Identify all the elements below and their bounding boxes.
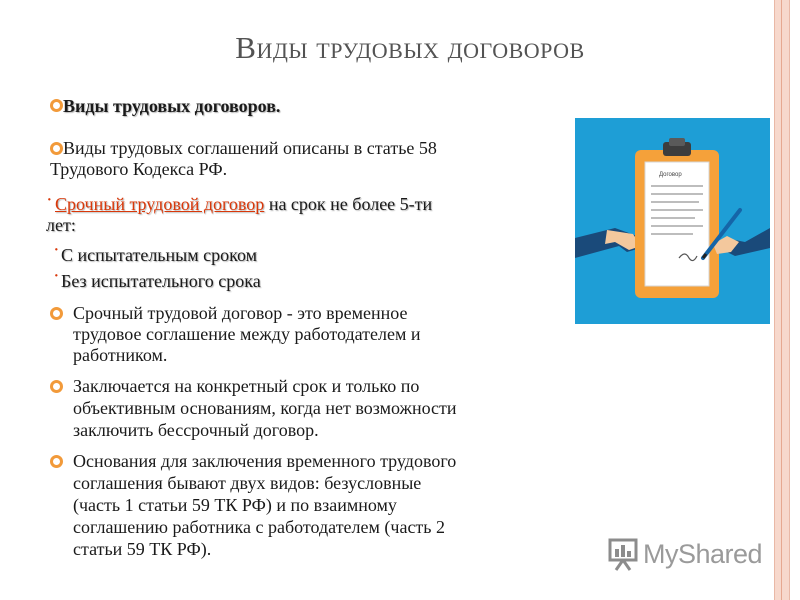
dash-bullet-icon: · <box>46 189 53 211</box>
orange-ring-bullet-icon <box>50 99 63 112</box>
fixed-term-line-2: лет: <box>46 215 76 235</box>
contract-signing-illustration <box>575 118 770 324</box>
presentation-board-icon <box>607 537 639 571</box>
myshared-logo <box>607 537 762 573</box>
paragraph3-line-4: соглашению работника с работодателем (часть 2 <box>73 517 446 537</box>
paragraph1-line-2: трудовое соглашение между работодателем и <box>73 324 421 344</box>
paragraph2-line-2: объективным основаниям, когда нет возможности <box>73 398 457 418</box>
intro-line-2: Трудового Кодекса РФ. <box>50 159 228 179</box>
fixed-term-link[interactable]: Срочный трудовой договор <box>55 194 265 214</box>
paragraph3-line-2: соглашения бывают двух видов: безусловные <box>73 473 422 493</box>
orange-ring-bullet-icon <box>50 307 63 320</box>
section-heading: Виды трудовых договоров. <box>63 96 281 116</box>
intro-line-1: Виды трудовых соглашений описаны в статье 58 <box>63 138 437 158</box>
dash-bullet-icon: · <box>53 265 60 287</box>
sub-item-with-probation: С испытательным сроком <box>61 245 257 265</box>
fixed-term-rest: на срок не более 5-ти <box>264 194 433 214</box>
dash-bullet-icon: · <box>53 239 60 261</box>
sub-item-without-probation: Без испытательного срока <box>61 271 261 291</box>
document-label: Договор <box>659 172 682 178</box>
orange-ring-bullet-icon <box>50 142 63 155</box>
fixed-term-line <box>55 194 432 215</box>
paragraph3-line-5: статьи 59 ТК РФ). <box>73 539 212 559</box>
paragraph3-line-1: Основания для заключения временного трудового <box>73 451 457 471</box>
logo-text: MyShared <box>643 539 763 569</box>
paragraph1-line-3: работником. <box>73 345 168 365</box>
right-edge-decoration <box>774 0 790 600</box>
paragraph3-line-3: (часть 1 статьи 59 ТК РФ) и по взаимному <box>73 495 397 515</box>
clipboard-contract-icon <box>575 118 770 324</box>
orange-ring-bullet-icon <box>50 455 63 468</box>
slide-title: Виды трудовых договоров <box>235 30 585 65</box>
orange-ring-bullet-icon <box>50 380 63 393</box>
paragraph1-line-1: Срочный трудовой договор - это временное <box>73 303 408 323</box>
paragraph2-line-3: заключить бессрочный договор. <box>73 420 319 440</box>
paragraph2-line-1: Заключается на конкретный срок и только по <box>73 376 420 396</box>
